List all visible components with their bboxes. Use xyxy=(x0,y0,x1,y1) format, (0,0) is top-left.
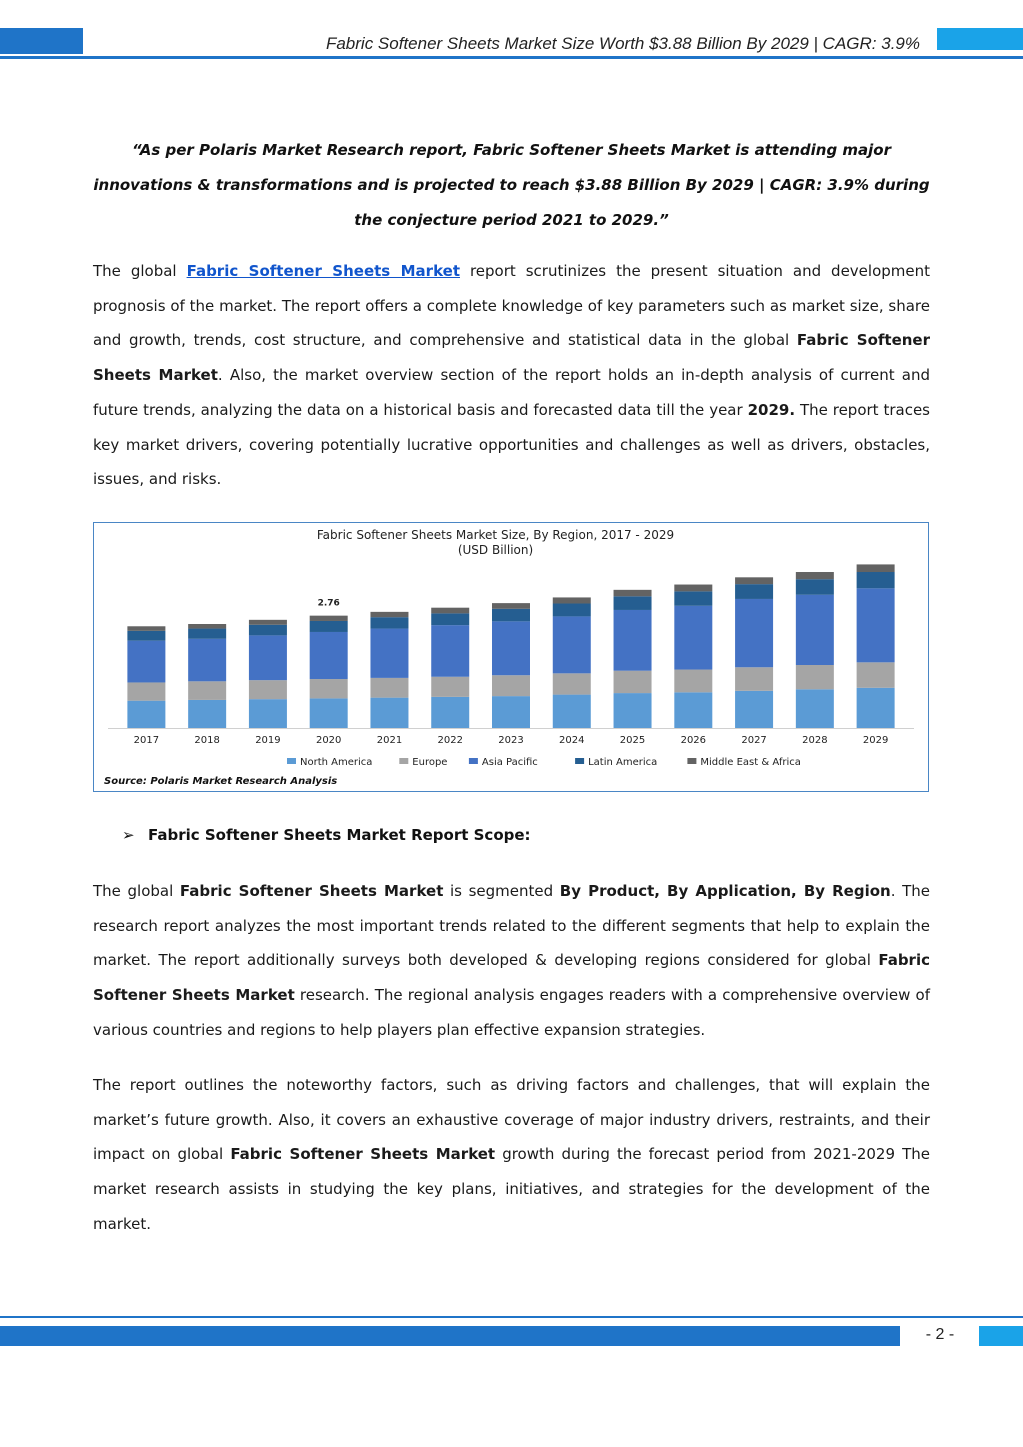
bar-segment xyxy=(188,639,226,682)
header-accent-left xyxy=(0,28,83,54)
bar-segment xyxy=(614,671,652,693)
bar-segment xyxy=(492,603,530,609)
bold-text: 2029. xyxy=(747,400,796,419)
bar-segment xyxy=(249,625,287,636)
bar-segment xyxy=(492,609,530,622)
x-tick-label: 2024 xyxy=(559,735,585,746)
bar-segment xyxy=(735,584,773,599)
pull-quote: “As per Polaris Market Research report, Fabric Softener Sheets Market is attending major innovations & transformations and is projected to reach $3.88 Billion By 2029 | CAGR: 3.9% during the conjecture period 2021 to 2029.” xyxy=(93,141,930,229)
bar-segment xyxy=(735,691,773,728)
bar-segment xyxy=(431,625,469,677)
bar-segment xyxy=(796,665,834,689)
x-tick-label: 2023 xyxy=(498,735,524,746)
bar-segment xyxy=(674,670,712,693)
x-tick-label: 2029 xyxy=(862,735,889,746)
text-run: The report traces key market drivers, covering potentially lucrative opportunities and challenges as well as drivers, obstacles, issues, and risks. xyxy=(93,400,930,489)
legend-label: Middle East & Africa xyxy=(700,757,801,768)
bar-segment xyxy=(735,577,773,584)
bar-segment xyxy=(431,697,469,728)
bar-segment xyxy=(370,698,408,728)
scope-heading xyxy=(122,826,531,844)
header-rule xyxy=(0,56,1023,59)
text-run: The global xyxy=(93,882,180,900)
bar-segment xyxy=(249,699,287,728)
x-tick-label: 2019 xyxy=(255,735,281,746)
bar-segment xyxy=(614,590,652,596)
intro-paragraph xyxy=(93,254,930,497)
text-run: report scrutinizes the present situation and development prognosis of the market. The report offers a complete knowledge of key parameters such as market size, share and growth, trends, cost structure, and comprehensive and statistical data in the global xyxy=(93,262,931,350)
x-tick-label: 2026 xyxy=(680,735,707,746)
bar-segment xyxy=(553,604,591,617)
bar-segment xyxy=(674,585,712,592)
x-tick-label: 2020 xyxy=(315,735,342,746)
bar-segment xyxy=(796,595,834,665)
segmentation-paragraph xyxy=(93,874,930,1048)
footer-bar xyxy=(0,1326,900,1346)
bar-segment xyxy=(553,616,591,673)
x-tick-label: 2021 xyxy=(376,735,403,746)
bar-segment xyxy=(310,679,348,698)
chart-source: Source: Polaris Market Research Analysis xyxy=(104,776,338,787)
bar-segment xyxy=(492,696,530,728)
bar-segment xyxy=(857,564,895,572)
bar-segment xyxy=(796,572,834,579)
chart-canvas xyxy=(94,523,927,790)
arrow-bullet-icon: ➢ xyxy=(122,826,135,844)
text-run: research. The regional analysis engages readers with a comprehensive overview of various countries and regions to help players plan effective expansion strategies. xyxy=(93,986,930,1039)
header-accent-right xyxy=(937,28,1023,50)
bar-segment xyxy=(370,678,408,698)
bar-segment xyxy=(310,621,348,632)
legend-label: Asia Pacific xyxy=(481,757,538,768)
legend-swatch xyxy=(469,758,478,764)
text-run: . The research report analyzes the most important trends related to the different segments that help to explain the market. The report additionally surveys both developed & developing regions considered for global xyxy=(93,882,931,970)
bar-segment xyxy=(188,681,226,700)
bar-segment xyxy=(674,591,712,605)
bar-segment xyxy=(370,629,408,678)
market-report-link[interactable]: Fabric Softener Sheets Market xyxy=(186,262,460,280)
bar-segment xyxy=(431,677,469,697)
bar-segment xyxy=(249,620,287,625)
footer-rule xyxy=(0,1316,1023,1318)
text-run: The report outlines the noteworthy factors, such as driving factors and challenges, that will explain the market’s future growth. Also, it covers an exhaustive coverage of major industry drivers, restraints, and their impact on global xyxy=(93,1076,930,1164)
data-label: 2.76 xyxy=(317,598,340,609)
bar-segment xyxy=(735,667,773,691)
bold-text: Fabric Softener Sheets Market xyxy=(230,1145,496,1164)
bar-segment xyxy=(796,689,834,728)
bold-text: By Product, By Application, By Region xyxy=(559,882,891,900)
bar-segment xyxy=(857,688,895,728)
x-tick-label: 2022 xyxy=(437,735,463,746)
legend-swatch xyxy=(575,758,584,764)
text-run: is segmented xyxy=(443,882,560,900)
x-tick-label: 2028 xyxy=(802,735,828,746)
bar-segment xyxy=(310,698,348,728)
legend-swatch xyxy=(399,758,408,764)
bar-segment xyxy=(188,629,226,639)
x-tick-label: 2018 xyxy=(194,735,220,746)
legend-label: North America xyxy=(300,757,373,768)
bar-segment xyxy=(370,617,408,628)
bar-segment xyxy=(188,700,226,728)
bar-segment xyxy=(674,606,712,670)
bar-segment xyxy=(857,572,895,588)
bold-text: Fabric Softener Sheets Market xyxy=(93,331,930,385)
bar-segment xyxy=(553,673,591,694)
legend-swatch xyxy=(287,758,296,764)
bar-segment xyxy=(614,610,652,671)
bold-text: Fabric Softener Sheets Market xyxy=(93,951,930,1005)
factors-paragraph xyxy=(93,1068,930,1242)
bar-segment xyxy=(614,596,652,610)
bold-text: Fabric Softener Sheets Market xyxy=(179,882,444,900)
bar-segment xyxy=(431,613,469,625)
bar-segment xyxy=(735,599,773,667)
bar-segment xyxy=(310,632,348,679)
chart-title: Fabric Softener Sheets Market Size, By Region, 2017 - 2029 xyxy=(316,528,675,542)
bar-segment xyxy=(857,588,895,662)
text-run: The global xyxy=(93,262,187,280)
bar-segment xyxy=(796,579,834,595)
bar-segment xyxy=(370,612,408,617)
bar-segment xyxy=(553,695,591,728)
bar-segment xyxy=(553,597,591,603)
bar-segment xyxy=(127,641,165,683)
bar-segment xyxy=(127,682,165,700)
bar-segment xyxy=(127,626,165,631)
bar-segment xyxy=(310,616,348,621)
x-tick-label: 2017 xyxy=(133,735,160,746)
x-tick-label: 2025 xyxy=(619,735,646,746)
bar-segment xyxy=(857,662,895,687)
bar-segment xyxy=(249,635,287,680)
bar-segment xyxy=(492,621,530,675)
legend-swatch xyxy=(687,758,696,764)
bar-segment xyxy=(492,675,530,696)
bar-segment xyxy=(127,631,165,641)
header-title: Fabric Softener Sheets Market Size Worth $3.88 Billion By 2029 | CAGR: 3.9% xyxy=(325,34,920,53)
market-size-chart xyxy=(93,522,929,792)
bar-segment xyxy=(614,693,652,728)
text-run: . Also, the market overview section of the report holds an in-depth analysis of current and future trends, analyzing the data on a historical basis and forecasted data till the year xyxy=(93,366,931,419)
bar-segment xyxy=(127,701,165,728)
page-number: - 2 - xyxy=(925,1326,955,1343)
bar-segment xyxy=(674,692,712,728)
footer-accent-right xyxy=(979,1326,1023,1346)
text-run: growth during the forecast period from 2021-2029 The market research assists in studying the key plans, initiatives, and strategies for the development of the market. xyxy=(93,1145,930,1233)
legend-label: Latin America xyxy=(588,757,658,768)
scope-heading-text: Fabric Softener Sheets Market Report Scope: xyxy=(148,826,531,844)
x-tick-label: 2027 xyxy=(741,735,767,746)
legend-label: Europe xyxy=(412,757,448,768)
bar-segment xyxy=(249,680,287,699)
bar-segment xyxy=(431,608,469,614)
bar-segment xyxy=(188,624,226,629)
chart-subtitle: (USD Billion) xyxy=(457,543,534,557)
